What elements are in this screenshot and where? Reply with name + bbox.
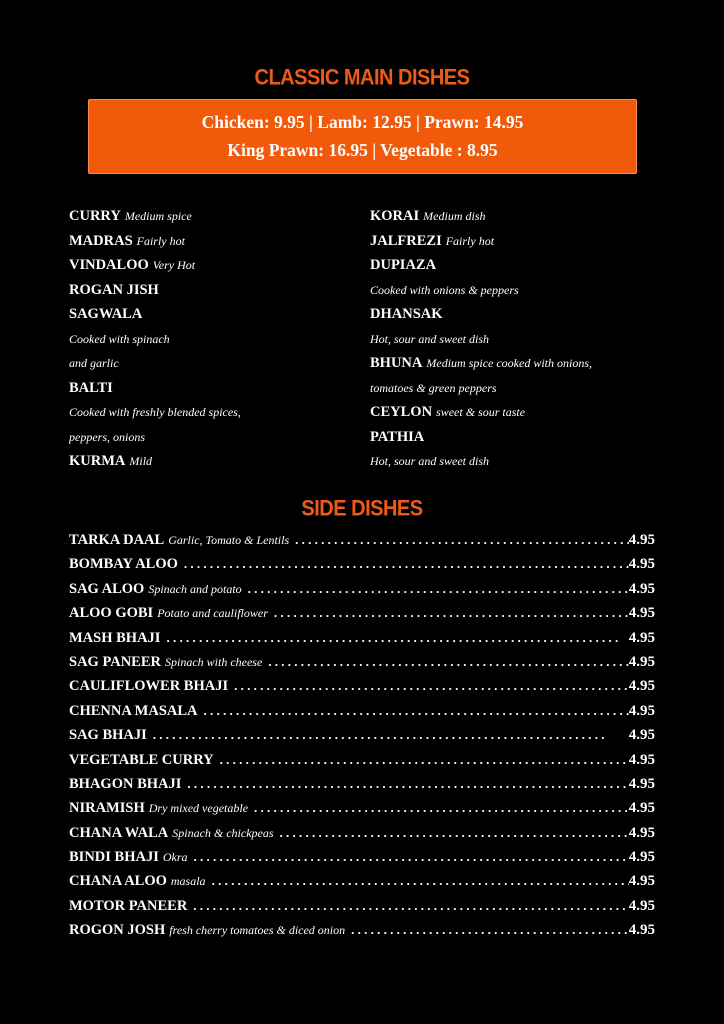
- dish-desc: Fairly hot: [445, 233, 495, 248]
- dot-leader: [147, 723, 629, 747]
- dot-leader: [289, 528, 629, 552]
- dish-desc: Medium spice cooked with onions,: [426, 356, 593, 370]
- dot-leader: [262, 650, 628, 674]
- dish-name: CHENNA MASALA: [69, 702, 198, 719]
- dish-desc: Mild: [129, 454, 153, 468]
- dish-desc: tomatoes & green peppers: [370, 380, 497, 395]
- dot-leader: [214, 748, 629, 772]
- dish-desc: Garlic, Tomato & Lentils: [168, 533, 290, 547]
- dot-leader: [198, 699, 629, 723]
- dish-name: SAG PANEER: [69, 653, 161, 670]
- classic-price-box: [88, 99, 637, 174]
- list-item: [69, 723, 655, 747]
- dish-price: 4.95: [628, 678, 655, 695]
- dish-desc: and garlic: [69, 356, 119, 370]
- dish-name: BHUNA: [370, 355, 423, 371]
- dish-desc: Cooked with freshly blended spices,: [69, 405, 241, 419]
- dish-name: BINDI BHAJI: [69, 849, 159, 866]
- dish-price: 4.95: [628, 702, 655, 719]
- dish-name: PATHIA: [370, 428, 425, 445]
- dish-price: 4.95: [628, 605, 655, 622]
- dot-leader: [268, 601, 629, 625]
- dish-name: VEGETABLE CURRY: [69, 751, 214, 768]
- dot-leader: [228, 674, 629, 698]
- list-item: [69, 327, 359, 352]
- dish-name: CHANA WALA: [69, 824, 169, 841]
- list-item: [69, 449, 359, 474]
- list-item: [69, 796, 655, 820]
- dish-name: MASH BHAJI: [69, 629, 161, 646]
- list-item: [69, 552, 655, 576]
- side-dishes-title: SIDE DISHES: [301, 496, 423, 522]
- list-item: [69, 918, 655, 942]
- dish-name: ALOO GOBI: [69, 605, 154, 622]
- list-item: [69, 425, 359, 450]
- list-item: [69, 650, 655, 674]
- dot-leader: [187, 894, 628, 918]
- dish-name: JALFREZI: [370, 232, 442, 249]
- list-item: [69, 601, 655, 625]
- dish-name: CEYLON: [370, 404, 433, 420]
- dish-desc: Cooked with spinach: [69, 331, 170, 346]
- dish-desc: Spinach and potato: [148, 581, 242, 596]
- dish-price: 4.95: [628, 824, 655, 841]
- list-item: [69, 204, 359, 229]
- dish-desc: Dry mixed vegetable: [148, 801, 249, 816]
- list-item: [370, 229, 670, 254]
- dish-price: 4.95: [628, 629, 655, 646]
- dish-price: 4.95: [628, 775, 655, 792]
- dish-name: VINDALOO: [69, 257, 149, 273]
- list-item: [370, 351, 670, 376]
- dish-desc: Spinach with cheese: [164, 654, 263, 669]
- dish-desc: Medium spice: [124, 209, 192, 223]
- list-item: [69, 748, 655, 772]
- dish-desc: Cooked with onions & peppers: [370, 282, 519, 297]
- dish-name: NIRAMISH: [69, 800, 145, 817]
- dish-desc: masala: [170, 874, 206, 889]
- dish-desc: fresh cherry tomatoes & diced onion: [169, 923, 346, 938]
- dish-name: SAG ALOO: [69, 580, 145, 597]
- list-item: [69, 869, 655, 893]
- dot-leader: [242, 577, 629, 601]
- list-item: [69, 351, 359, 376]
- dish-desc: Okra: [162, 850, 188, 865]
- list-item: [370, 449, 670, 474]
- list-item: [69, 528, 655, 552]
- list-item: [69, 253, 359, 278]
- dot-leader: [248, 796, 629, 820]
- dish-price: 4.95: [628, 922, 655, 939]
- dish-name: BOMBAY ALOO: [69, 556, 178, 573]
- dish-name: KORAI: [370, 208, 420, 224]
- dot-leader: [274, 821, 629, 845]
- dish-name: MADRAS: [69, 232, 133, 249]
- dish-desc: Very Hot: [152, 258, 196, 272]
- list-item: [69, 772, 655, 796]
- dish-price: 4.95: [628, 849, 655, 866]
- list-item: [69, 376, 359, 401]
- dot-leader: [345, 918, 629, 942]
- list-item: [69, 894, 655, 918]
- dish-price: 4.95: [628, 556, 655, 573]
- dish-price: 4.95: [628, 532, 655, 548]
- dish-name: KURMA: [69, 453, 126, 469]
- price-line-1: Chicken: 9.95 | Lamb: 12.95 | Prawn: 14.95: [201, 112, 524, 132]
- list-item: [69, 229, 359, 254]
- dish-name: ROGAN JISH: [69, 281, 159, 298]
- list-item: [370, 253, 670, 278]
- list-item: [69, 278, 359, 303]
- dish-price: 4.95: [628, 751, 655, 768]
- dot-leader: [181, 772, 628, 796]
- list-item: [69, 302, 359, 327]
- list-item: [69, 626, 655, 650]
- dot-leader: [160, 626, 628, 650]
- dish-desc: Hot, sour and sweet dish: [370, 331, 490, 346]
- dish-name: CHANA ALOO: [69, 873, 167, 890]
- dish-name: ROGON JOSH: [69, 922, 166, 939]
- dish-desc: Fairly hot: [136, 233, 185, 248]
- side-dishes-list: [69, 528, 655, 943]
- dish-name: DUPIAZA: [370, 257, 437, 273]
- dot-leader: [178, 552, 629, 576]
- dish-desc: Spinach & chickpeas: [172, 825, 274, 840]
- classic-main-dishes-title: CLASSIC MAIN DISHES: [254, 65, 470, 91]
- list-item: [370, 302, 670, 327]
- dish-name: TARKA DAAL: [69, 532, 165, 548]
- dish-desc: Hot, sour and sweet dish: [370, 454, 490, 468]
- list-item: [370, 400, 670, 425]
- dish-name: SAG BHAJI: [69, 727, 147, 744]
- classic-right-column: [370, 204, 670, 474]
- dish-price: 4.95: [628, 653, 655, 670]
- dish-name: CAULIFLOWER BHAJI: [69, 678, 229, 695]
- dish-price: 4.95: [628, 580, 655, 597]
- list-item: [370, 327, 670, 352]
- price-line-2: King Prawn: 16.95 | Vegetable : 8.95: [227, 140, 498, 160]
- dish-desc: peppers, onions: [69, 429, 145, 444]
- list-item: [370, 425, 670, 450]
- dish-desc: Medium dish: [423, 209, 486, 223]
- classic-left-column: [69, 204, 359, 474]
- dish-price: 4.95: [628, 800, 655, 817]
- dish-name: CURRY: [69, 208, 121, 224]
- dish-price: 4.95: [628, 727, 655, 744]
- dish-name: SAGWALA: [69, 306, 143, 322]
- dish-desc: Potato and cauliflower: [157, 606, 268, 621]
- dish-name: DHANSAK: [370, 306, 443, 322]
- dot-leader: [188, 845, 629, 869]
- dish-price: 4.95: [628, 873, 655, 890]
- dish-name: BALTI: [69, 379, 113, 396]
- list-item: [69, 699, 655, 723]
- list-item: [69, 400, 359, 425]
- list-item: [69, 821, 655, 845]
- dish-name: BHAGON BHAJI: [69, 775, 182, 792]
- dish-price: 4.95: [628, 897, 655, 914]
- dish-desc: sweet & sour taste: [436, 405, 526, 419]
- dish-name: MOTOR PANEER: [69, 897, 188, 914]
- list-item: [69, 845, 655, 869]
- list-item: [370, 278, 670, 303]
- dot-leader: [206, 869, 629, 893]
- list-item: [69, 577, 655, 601]
- list-item: [370, 204, 670, 229]
- list-item: [69, 674, 655, 698]
- list-item: [370, 376, 670, 401]
